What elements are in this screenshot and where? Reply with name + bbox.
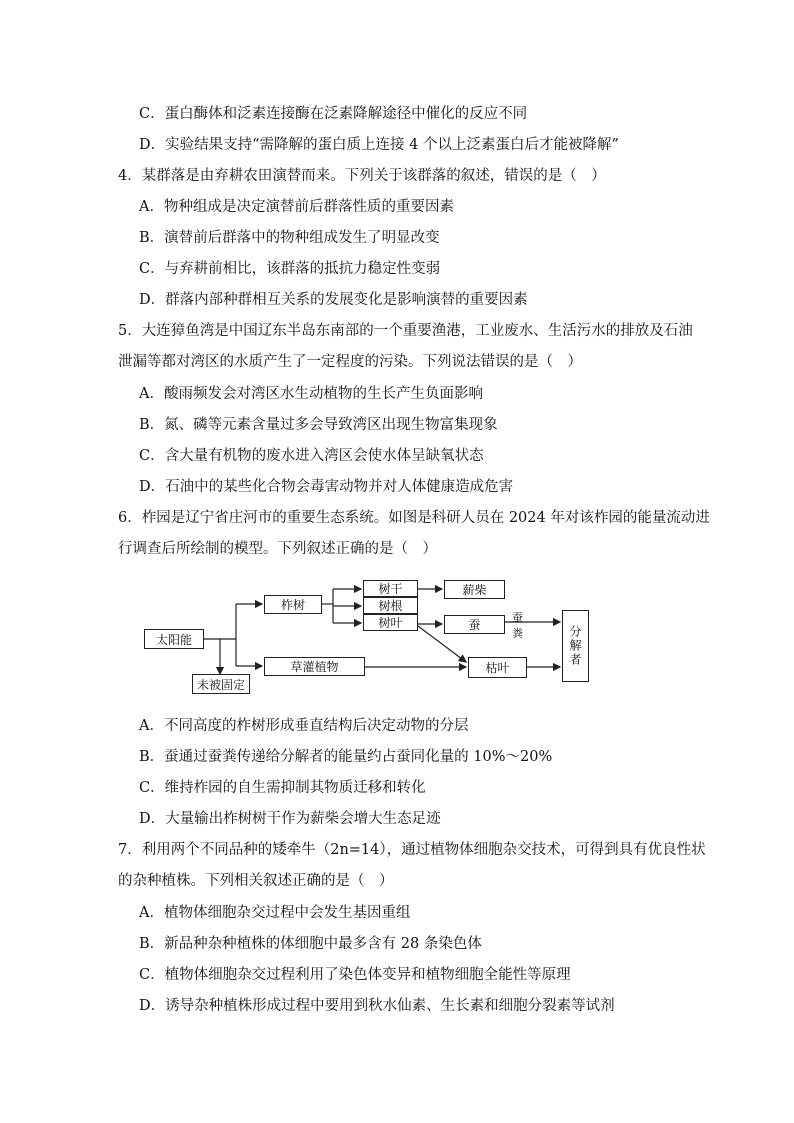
question-6: 6．柞园是辽宁省庄河市的重要生态系统。如图是科研人员在 2024 年对该柞园的能量流动进 xyxy=(118,510,710,526)
option-d: D．实验结果支持“需降解的蛋白质上连接 4 个以上泛素蛋白后才能被降解” xyxy=(139,137,619,153)
option-b: B．氮、磷等元素含量过多会导致湾区出现生物富集现象 xyxy=(139,417,498,433)
box-silkworm: 蚕 xyxy=(444,615,505,634)
option-b: B．蚕通过蚕粪传递给分解者的能量约占蚕同化量的 10%～20% xyxy=(139,749,553,765)
option-d: D．群落内部种群相互关系的发展变化是影响演替的重要因素 xyxy=(139,292,528,308)
option-c: C．含大量有机物的废水进入湾区会使水体呈缺氧状态 xyxy=(139,448,484,464)
question-4: 4．某群落是由弃耕农田演替而来。下列关于该群落的叙述，错误的是（ ） xyxy=(118,168,606,184)
question-5: 5．大连獐鱼湾是中国辽东半岛东南部的一个重要渔港，工业废水、生活污水的排放及石油 xyxy=(118,323,693,339)
option-d: D．大量输出柞树树干作为薪柴会增大生态足迹 xyxy=(139,811,441,827)
box-oak: 柞树 xyxy=(264,595,322,614)
question-6-cont: 行调查后所绘制的模型。下列叙述正确的是（ ） xyxy=(118,541,437,557)
option-b: B．演替前后群落中的物种组成发生了明显改变 xyxy=(139,230,440,246)
option-c: C．蛋白酶体和泛素连接酶在泛素降解途径中催化的反应不同 xyxy=(139,106,528,122)
option-a: A．酸雨频发会对湾区水生动植物的生长产生负面影响 xyxy=(139,386,483,402)
box-decomposer: 分解者 xyxy=(562,610,589,682)
box-firewood: 薪柴 xyxy=(444,580,505,599)
option-b: B．新品种杂种植株的体细胞中最多含有 28 条染色体 xyxy=(139,936,482,952)
box-leaf: 树叶 xyxy=(363,614,418,631)
option-a: A．植物体细胞杂交过程中会发生基因重组 xyxy=(139,905,411,921)
box-dead-leaf: 枯叶 xyxy=(468,657,527,678)
question-5-cont: 泄漏等都对湾区的水质产生了一定程度的污染。下列说法错误的是（ ） xyxy=(118,354,582,370)
option-c: C．植物体细胞杂交过程利用了染色体变异和植物细胞全能性等原理 xyxy=(139,967,571,983)
box-sun: 太阳能 xyxy=(144,629,204,649)
option-a: A．不同高度的柞树形成垂直结构后决定动物的分层 xyxy=(139,718,469,734)
question-7-cont: 的杂种植株。下列相关叙述正确的是（ ） xyxy=(118,873,394,889)
box-unfixed: 未被固定 xyxy=(192,674,250,694)
option-a: A．物种组成是决定演替前后群落性质的重要因素 xyxy=(139,199,454,215)
option-c: C．与弃耕前相比，该群落的抵抗力稳定性变弱 xyxy=(139,261,441,277)
question-7: 7．利用两个不同品种的矮牵牛（2n=14），通过植物体细胞杂交技术，可得到具有优良性状 xyxy=(118,842,706,858)
option-d: D．石油中的某些化合物会毒害动物并对人体健康造成危害 xyxy=(139,479,514,495)
option-d: D．诱导杂种植株形成过程中要用到秋水仙素、生长素和细胞分裂素等试剂 xyxy=(139,998,615,1014)
box-trunk: 树干 xyxy=(363,580,418,597)
box-undergrowth: 草灌植物 xyxy=(264,657,365,676)
box-root: 树根 xyxy=(363,597,418,614)
option-c: C．维持柞园的自生需抑制其物质迁移和转化 xyxy=(139,780,426,796)
label-frass: 蚕粪 xyxy=(512,611,523,640)
